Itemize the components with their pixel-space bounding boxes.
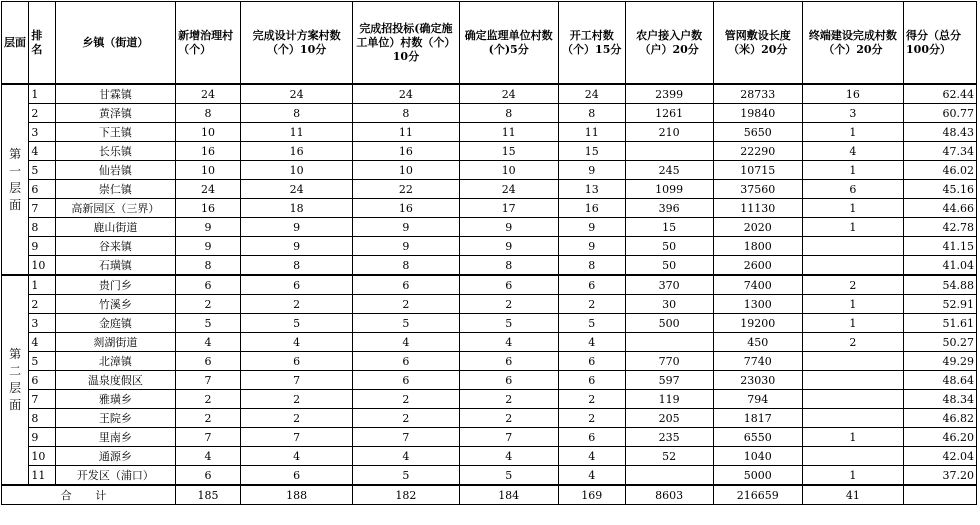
started-cell: 2 (558, 409, 625, 428)
rank-cell: 8 (29, 218, 55, 237)
total-households: 8603 (625, 485, 713, 505)
town-cell: 仙岩镇 (55, 161, 175, 180)
rank-cell: 10 (29, 447, 55, 466)
design-cell: 24 (240, 180, 352, 199)
design-cell: 8 (240, 256, 352, 276)
score-cell: 51.61 (904, 314, 977, 333)
design-cell: 2 (240, 390, 352, 409)
table-row (2, 275, 977, 295)
terminal-cell (802, 237, 903, 256)
new-villages-cell: 2 (176, 409, 241, 428)
households-cell: 770 (625, 352, 713, 371)
table-row (2, 256, 977, 276)
header-town: 乡镇（街道） (55, 2, 175, 85)
town-cell: 王院乡 (55, 409, 175, 428)
supervisor-cell: 15 (459, 142, 558, 161)
new-villages-cell: 4 (176, 333, 241, 352)
score-cell: 48.64 (904, 371, 977, 390)
started-cell: 6 (558, 275, 625, 295)
score-cell: 60.77 (904, 104, 977, 123)
terminal-cell: 6 (802, 180, 903, 199)
pipe-cell: 37560 (713, 180, 802, 199)
started-cell: 11 (558, 123, 625, 142)
supervisor-cell: 6 (459, 371, 558, 390)
design-cell: 9 (240, 237, 352, 256)
new-villages-cell: 8 (176, 256, 241, 276)
households-cell: 15 (625, 218, 713, 237)
households-cell: 50 (625, 256, 713, 276)
pipe-cell: 28733 (713, 84, 802, 104)
bidding-cell: 7 (353, 428, 459, 447)
new-villages-cell: 16 (176, 199, 241, 218)
started-cell: 13 (558, 180, 625, 199)
terminal-cell (802, 256, 903, 276)
total-terminal: 41 (802, 485, 903, 505)
supervisor-cell: 24 (459, 84, 558, 104)
bidding-cell: 8 (353, 104, 459, 123)
new-villages-cell: 10 (176, 123, 241, 142)
households-cell: 2399 (625, 84, 713, 104)
table-row (2, 314, 977, 333)
table-row (2, 218, 977, 237)
design-cell: 7 (240, 371, 352, 390)
terminal-cell: 16 (802, 84, 903, 104)
town-cell: 贵门乡 (55, 275, 175, 295)
table-row (2, 123, 977, 142)
score-cell: 42.04 (904, 447, 977, 466)
started-cell: 6 (558, 352, 625, 371)
households-cell: 30 (625, 295, 713, 314)
households-cell (625, 333, 713, 352)
bidding-cell: 5 (353, 466, 459, 486)
table-row (2, 104, 977, 123)
terminal-cell (802, 352, 903, 371)
supervisor-cell: 4 (459, 333, 558, 352)
total-label: 合 计 (2, 485, 176, 505)
households-cell (625, 142, 713, 161)
total-started: 169 (558, 485, 625, 505)
terminal-cell: 4 (802, 142, 903, 161)
design-cell: 8 (240, 104, 352, 123)
terminal-cell: 1 (802, 295, 903, 314)
bidding-cell: 22 (353, 180, 459, 199)
design-cell: 18 (240, 199, 352, 218)
total-supervisor: 184 (459, 485, 558, 505)
households-cell: 50 (625, 237, 713, 256)
town-cell: 里南乡 (55, 428, 175, 447)
new-villages-cell: 7 (176, 371, 241, 390)
terminal-cell: 1 (802, 314, 903, 333)
rank-cell: 8 (29, 409, 55, 428)
bidding-cell: 9 (353, 237, 459, 256)
total-score (904, 485, 977, 505)
design-cell: 6 (240, 466, 352, 486)
header-row (2, 2, 977, 85)
started-cell: 16 (558, 199, 625, 218)
pipe-cell: 19200 (713, 314, 802, 333)
total-row (2, 485, 977, 505)
new-villages-cell: 24 (176, 84, 241, 104)
score-cell: 42.78 (904, 218, 977, 237)
header-rank: 排名 (29, 2, 55, 85)
bidding-cell: 2 (353, 295, 459, 314)
started-cell: 6 (558, 371, 625, 390)
design-cell: 16 (240, 142, 352, 161)
score-cell: 62.44 (904, 84, 977, 104)
rank-cell: 10 (29, 256, 55, 276)
total-design: 188 (240, 485, 352, 505)
town-cell: 黄泽镇 (55, 104, 175, 123)
town-cell: 竹溪乡 (55, 295, 175, 314)
score-cell: 41.04 (904, 256, 977, 276)
pipe-cell: 23030 (713, 371, 802, 390)
rank-cell: 1 (29, 84, 55, 104)
town-cell: 崇仁镇 (55, 180, 175, 199)
supervisor-cell: 6 (459, 275, 558, 295)
households-cell: 52 (625, 447, 713, 466)
total-bidding: 182 (353, 485, 459, 505)
score-cell: 46.82 (904, 409, 977, 428)
supervisor-cell: 24 (459, 180, 558, 199)
score-cell: 46.02 (904, 161, 977, 180)
started-cell: 15 (558, 142, 625, 161)
town-cell: 通源乡 (55, 447, 175, 466)
table-row (2, 161, 977, 180)
supervisor-cell: 9 (459, 237, 558, 256)
rank-cell: 6 (29, 371, 55, 390)
header-score: 得分（总分100分） (904, 2, 977, 85)
table-row (2, 142, 977, 161)
new-villages-cell: 4 (176, 447, 241, 466)
table-row (2, 447, 977, 466)
pipe-cell: 22290 (713, 142, 802, 161)
bidding-cell: 16 (353, 142, 459, 161)
bidding-cell: 6 (353, 371, 459, 390)
town-cell: 温泉度假区 (55, 371, 175, 390)
score-cell: 41.15 (904, 237, 977, 256)
terminal-cell: 1 (802, 218, 903, 237)
score-cell: 46.20 (904, 428, 977, 447)
level-label: 第 二 层 面 (2, 275, 29, 485)
new-villages-cell: 9 (176, 237, 241, 256)
table-row (2, 84, 977, 104)
pipe-cell: 1040 (713, 447, 802, 466)
town-cell: 鹿山街道 (55, 218, 175, 237)
design-cell: 10 (240, 161, 352, 180)
new-villages-cell: 6 (176, 466, 241, 486)
started-cell: 4 (558, 447, 625, 466)
households-cell: 205 (625, 409, 713, 428)
header-households: 农户接入户数（户）20分 (625, 2, 713, 85)
households-cell: 119 (625, 390, 713, 409)
new-villages-cell: 7 (176, 428, 241, 447)
new-villages-cell: 6 (176, 352, 241, 371)
started-cell: 4 (558, 333, 625, 352)
new-villages-cell: 8 (176, 104, 241, 123)
new-villages-cell: 2 (176, 390, 241, 409)
table-header (2, 2, 977, 85)
pipe-cell: 1800 (713, 237, 802, 256)
started-cell: 9 (558, 161, 625, 180)
design-cell: 5 (240, 314, 352, 333)
pipe-cell: 1817 (713, 409, 802, 428)
households-cell: 500 (625, 314, 713, 333)
supervisor-cell: 8 (459, 104, 558, 123)
started-cell: 9 (558, 218, 625, 237)
terminal-cell: 2 (802, 333, 903, 352)
town-cell: 长乐镇 (55, 142, 175, 161)
started-cell: 2 (558, 295, 625, 314)
ranking-table (1, 1, 977, 505)
new-villages-cell: 24 (176, 180, 241, 199)
rank-cell: 2 (29, 104, 55, 123)
terminal-cell: 1 (802, 161, 903, 180)
table-row (2, 180, 977, 199)
started-cell: 8 (558, 104, 625, 123)
pipe-cell: 450 (713, 333, 802, 352)
total-pipe: 216659 (713, 485, 802, 505)
rank-cell: 1 (29, 275, 55, 295)
design-cell: 4 (240, 447, 352, 466)
pipe-cell: 2600 (713, 256, 802, 276)
town-cell: 金庭镇 (55, 314, 175, 333)
rank-cell: 5 (29, 161, 55, 180)
design-cell: 7 (240, 428, 352, 447)
town-cell: 石璜镇 (55, 256, 175, 276)
design-cell: 6 (240, 352, 352, 371)
supervisor-cell: 11 (459, 123, 558, 142)
rank-cell: 4 (29, 333, 55, 352)
bidding-cell: 10 (353, 161, 459, 180)
supervisor-cell: 5 (459, 466, 558, 486)
terminal-cell (802, 447, 903, 466)
town-cell: 高新园区（三界） (55, 199, 175, 218)
supervisor-cell: 10 (459, 161, 558, 180)
bidding-cell: 6 (353, 352, 459, 371)
town-cell: 雅璜乡 (55, 390, 175, 409)
design-cell: 4 (240, 333, 352, 352)
bidding-cell: 9 (353, 218, 459, 237)
rank-cell: 5 (29, 352, 55, 371)
terminal-cell (802, 371, 903, 390)
design-cell: 9 (240, 218, 352, 237)
rank-cell: 11 (29, 466, 55, 486)
rank-cell: 6 (29, 180, 55, 199)
pipe-cell: 794 (713, 390, 802, 409)
design-cell: 2 (240, 409, 352, 428)
rank-cell: 7 (29, 390, 55, 409)
score-cell: 50.27 (904, 333, 977, 352)
score-cell: 54.88 (904, 275, 977, 295)
supervisor-cell: 7 (459, 428, 558, 447)
town-cell: 谷来镇 (55, 237, 175, 256)
bidding-cell: 2 (353, 390, 459, 409)
bidding-cell: 11 (353, 123, 459, 142)
pipe-cell: 7740 (713, 352, 802, 371)
households-cell (625, 466, 713, 486)
header-level: 层面 (2, 2, 29, 85)
score-cell: 49.29 (904, 352, 977, 371)
table-row (2, 371, 977, 390)
bidding-cell: 4 (353, 333, 459, 352)
town-cell: 剡湖街道 (55, 333, 175, 352)
supervisor-cell: 5 (459, 314, 558, 333)
header-design: 完成设计方案村数（个）10分 (240, 2, 352, 85)
new-villages-cell: 16 (176, 142, 241, 161)
households-cell: 245 (625, 161, 713, 180)
section-first-level (2, 84, 977, 275)
pipe-cell: 10715 (713, 161, 802, 180)
pipe-cell: 7400 (713, 275, 802, 295)
supervisor-cell: 2 (459, 390, 558, 409)
bidding-cell: 6 (353, 275, 459, 295)
started-cell: 4 (558, 466, 625, 486)
score-cell: 47.34 (904, 142, 977, 161)
bidding-cell: 4 (353, 447, 459, 466)
started-cell: 8 (558, 256, 625, 276)
terminal-cell: 3 (802, 104, 903, 123)
pipe-cell: 5650 (713, 123, 802, 142)
new-villages-cell: 5 (176, 314, 241, 333)
table-footer (2, 485, 977, 505)
terminal-cell: 2 (802, 275, 903, 295)
new-villages-cell: 9 (176, 218, 241, 237)
table-row (2, 333, 977, 352)
design-cell: 11 (240, 123, 352, 142)
bidding-cell: 2 (353, 409, 459, 428)
table-row (2, 237, 977, 256)
table-row (2, 466, 977, 486)
pipe-cell: 19840 (713, 104, 802, 123)
supervisor-cell: 6 (459, 352, 558, 371)
rank-cell: 3 (29, 314, 55, 333)
table-row (2, 199, 977, 218)
supervisor-cell: 8 (459, 256, 558, 276)
town-cell: 下王镇 (55, 123, 175, 142)
supervisor-cell: 9 (459, 218, 558, 237)
score-cell: 37.20 (904, 466, 977, 486)
pipe-cell: 1300 (713, 295, 802, 314)
header-pipe: 管网敷设长度（米）20分 (713, 2, 802, 85)
rank-cell: 7 (29, 199, 55, 218)
table-row (2, 390, 977, 409)
households-cell: 396 (625, 199, 713, 218)
score-cell: 45.16 (904, 180, 977, 199)
section-second-level (2, 275, 977, 485)
header-bidding: 完成招投标(确定施工单位）村数（个）10分 (353, 2, 459, 85)
terminal-cell (802, 390, 903, 409)
bidding-cell: 16 (353, 199, 459, 218)
table-row (2, 428, 977, 447)
bidding-cell: 24 (353, 84, 459, 104)
table-row (2, 295, 977, 314)
new-villages-cell: 10 (176, 161, 241, 180)
table-row (2, 352, 977, 371)
new-villages-cell: 2 (176, 295, 241, 314)
supervisor-cell: 4 (459, 447, 558, 466)
town-cell: 开发区（浦口） (55, 466, 175, 486)
rank-cell: 4 (29, 142, 55, 161)
bidding-cell: 5 (353, 314, 459, 333)
households-cell: 1261 (625, 104, 713, 123)
households-cell: 597 (625, 371, 713, 390)
terminal-cell: 1 (802, 428, 903, 447)
households-cell: 235 (625, 428, 713, 447)
rank-cell: 2 (29, 295, 55, 314)
pipe-cell: 11130 (713, 199, 802, 218)
design-cell: 6 (240, 275, 352, 295)
score-cell: 44.66 (904, 199, 977, 218)
terminal-cell: 1 (802, 466, 903, 486)
score-cell: 48.43 (904, 123, 977, 142)
households-cell: 210 (625, 123, 713, 142)
level-label: 第 一 层 面 (2, 84, 29, 275)
design-cell: 24 (240, 84, 352, 104)
total-new-villages: 185 (176, 485, 241, 505)
started-cell: 5 (558, 314, 625, 333)
new-villages-cell: 6 (176, 275, 241, 295)
rank-cell: 9 (29, 237, 55, 256)
supervisor-cell: 2 (459, 409, 558, 428)
households-cell: 370 (625, 275, 713, 295)
started-cell: 6 (558, 428, 625, 447)
header-terminal: 终端建设完成村数（个）20分 (802, 2, 903, 85)
pipe-cell: 2020 (713, 218, 802, 237)
pipe-cell: 6550 (713, 428, 802, 447)
started-cell: 9 (558, 237, 625, 256)
supervisor-cell: 17 (459, 199, 558, 218)
score-cell: 48.34 (904, 390, 977, 409)
started-cell: 24 (558, 84, 625, 104)
header-started: 开工村数（个）15分 (558, 2, 625, 85)
pipe-cell: 5000 (713, 466, 802, 486)
supervisor-cell: 2 (459, 295, 558, 314)
rank-cell: 3 (29, 123, 55, 142)
terminal-cell: 1 (802, 123, 903, 142)
started-cell: 2 (558, 390, 625, 409)
terminal-cell (802, 409, 903, 428)
terminal-cell: 1 (802, 199, 903, 218)
town-cell: 甘霖镇 (55, 84, 175, 104)
design-cell: 2 (240, 295, 352, 314)
table-row (2, 409, 977, 428)
households-cell: 1099 (625, 180, 713, 199)
score-cell: 52.91 (904, 295, 977, 314)
header-new-villages: 新增治理村（个） (176, 2, 241, 85)
header-supervisor: 确定监理单位村数(个)5分 (459, 2, 558, 85)
rank-cell: 9 (29, 428, 55, 447)
town-cell: 北漳镇 (55, 352, 175, 371)
bidding-cell: 8 (353, 256, 459, 276)
